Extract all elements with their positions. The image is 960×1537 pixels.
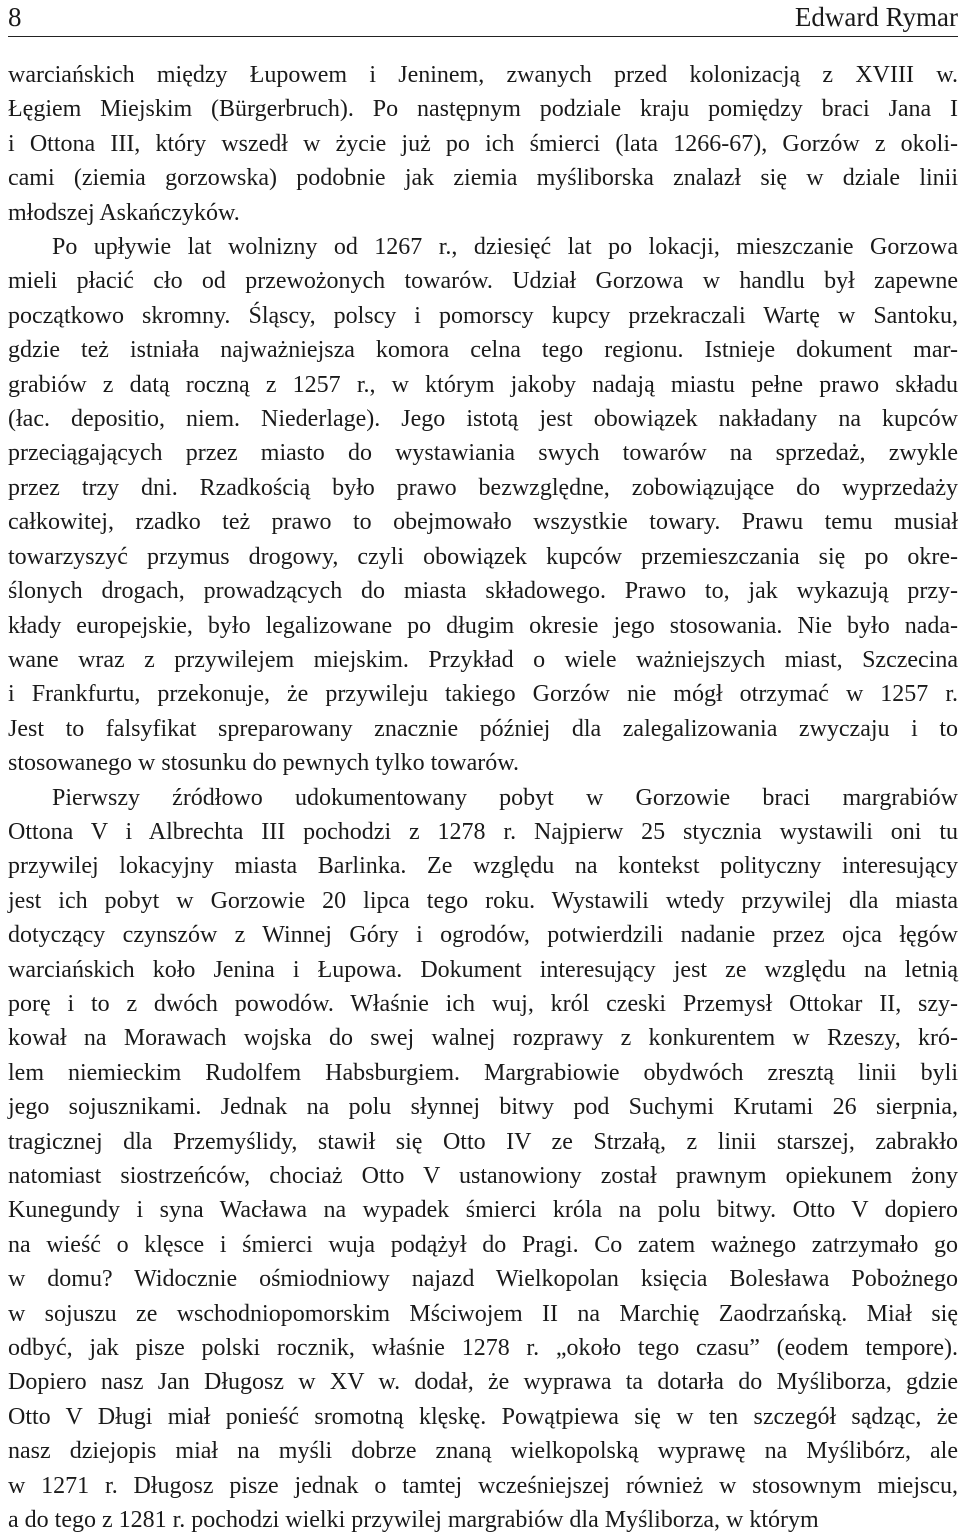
text-line: przez trzy dni. Rzadkością było prawo bezwzględne, zobowiązujące do wyprzedaży <box>8 474 958 501</box>
text-line: w sojuszu ze wschodniopomorskim Mściwojem II na Marchię Zaodrzańską. Miał się <box>8 1300 958 1327</box>
text-line: Otto V Długi miał ponieść sromotną klęskę. Powątpiewa się w ten szczegół sądząc, że <box>8 1403 958 1430</box>
text-line: stosowanego w stosunku do pewnych tylko towarów. <box>8 750 520 777</box>
text-line: cami (ziemia gorzowska) podobnie jak ziemia myśliborska znalazł się w dziale linii <box>8 165 958 192</box>
text-line: warciańskich między Łupowem i Jeninem, zwanych przed kolonizacją z XVIII w. <box>8 62 958 88</box>
text-line: Jest to falsyfikat spreparowany znacznie później dla zalegalizowania zwyczaju i to <box>8 715 958 742</box>
text-line: w domu? Widocznie ośmiodniowy najazd Wielkopolan księcia Bolesława Pobożnego <box>8 1266 958 1293</box>
text-line: towarzyszyć przymus drogowy, czyli obowiązek kupców przemieszczania się po okre- <box>8 543 958 570</box>
text-line: nasz dziejopis miał na myśli dobrze znaną wielkopolską wyprawę na Myślibórz, ale <box>8 1438 958 1465</box>
text-line: grabiów z datą roczną z 1257 r., w którym jakoby nadają miastu pełne prawo składu <box>8 371 958 398</box>
text-line: dotyczący czynszów z Winnej Góry i ogrodów, potwierdzili nadanie przez ojca łęgów <box>8 922 958 949</box>
text-line: gdzie też istniała najważniejsza komora celna tego regionu. Istnieje dokument mar- <box>8 337 958 364</box>
text-line: a do tego z 1281 r. pochodzi wielki przywilej margrabiów dla Myśliborza, w którym <box>8 1507 819 1534</box>
text-line: Łęgiem Miejskim (Bürgerbruch). Po następnym podziale kraju pomiędzy braci Jana I <box>8 96 958 123</box>
text-line: Ottona V i Albrechta III pochodzi z 1278 r. Najpierw 25 stycznia wystawili oni tu <box>8 818 958 845</box>
text-line: natomiast siostrzeńców, chociaż Otto V ustanowiony został prawnym opiekunem żony <box>8 1163 958 1189</box>
text-line: młodszej Askańczyków. <box>8 199 240 226</box>
text-line: przeciągających przez miasto do wystawiania swych towarów na sprzedaż, zwykle <box>8 440 958 467</box>
text-line: na wieść o klęsce i śmierci wuja podążył do Pragi. Co zatem ważnego zatrzymało go <box>8 1231 958 1258</box>
text-line: kłady europejskie, było legalizowane po długim okresie jego stosowania. Nie było nada- <box>8 612 958 639</box>
text-line: kował na Morawach wojska do swej walnej rozprawy z konkurentem w Rzeszy, kró- <box>8 1025 958 1052</box>
text-line: lem niemieckim Rudolfem Habsburgiem. Margrabiowie obydwóch zresztą linii byli <box>8 1059 958 1086</box>
running-head-author: Edward Rymar <box>794 2 958 32</box>
text-line: warciańskich koło Jenina i Łupowa. Dokument interesujący jest ze względu na letnią <box>8 956 958 983</box>
paragraph <box>8 58 958 230</box>
text-line: całkowitej, rzadko też prawo to obejmowało wszystkie towary. Prawu temu musiał <box>8 509 958 536</box>
text-line: Dopiero nasz Jan Długosz w XV w. dodał, że wyprawa ta dotarła do Myśliborza, gdzie <box>8 1369 958 1396</box>
text-line: w 1271 r. Długosz pisze jednak o tamtej wcześniejszej również w stosownym miejscu, <box>8 1472 958 1499</box>
text-line: porę i to z dwóch powodów. Właśnie ich wuj, król czeski Przemysł Ottokar II, szy- <box>8 990 958 1017</box>
text-line: i Ottona III, który wszedł w życie już po ich śmierci (lata 1266-67), Gorzów z okoli- <box>8 130 958 157</box>
page-number: 8 <box>8 2 22 32</box>
text-line: tragicznej dla Przemyślidy, stawił się Otto IV ze Strzałą, z linii starszej, zabrakło <box>8 1128 958 1155</box>
text-line: jego sojusznikami. Jednak na polu słynnej bitwy pod Suchymi Krutami 26 sierpnia, <box>8 1094 958 1121</box>
text-line: mieli płacić cło od przewożonych towarów. Udział Gorzowa w handlu był zapewne <box>8 268 958 295</box>
text-line: ślonych drogach, prowadzących do miasta składowego. Prawo to, jak wykazują przy- <box>8 578 958 605</box>
text-line: i Frankfurtu, przekonuje, że przywileju takiego Gorzów nie mógł otrzymać w 1257 r. <box>8 681 958 708</box>
paragraph <box>8 230 958 781</box>
text-line: odbyć, jak pisze polski rocznik, właśnie 1278 r. „około tego czasu” (eodem tempore). <box>8 1335 958 1362</box>
text-line: przywilej lokacyjny miasta Barlinka. Ze względu na kontekst polityczny interesujący <box>8 853 958 880</box>
text-line: Po upływie lat wolnizny od 1267 r., dziesięć lat po lokacji, mieszczanie Gorzowa <box>52 234 958 261</box>
text-line: Kunegundy i syna Wacława na wypadek śmierci króla na polu bitwy. Otto V dopiero <box>8 1197 958 1224</box>
text-line: (łac. depositio, niem. Niederlage). Jego istotą jest obowiązek nakładany na kupców <box>8 406 958 433</box>
text-line: Pierwszy źródłowo udokumentowany pobyt w Gorzowie braci margrabiów <box>52 784 958 811</box>
body-text <box>8 58 958 1537</box>
text-line: wane wraz z przywilejem miejskim. Przykład o wiele ważniejszych miast, Szczecina <box>8 646 958 673</box>
text-line: początkowo skromny. Śląscy, polscy i pomorscy kupcy przekraczali Wartę w Santoku, <box>8 302 958 329</box>
paragraph <box>8 781 958 1537</box>
text-line: jest ich pobyt w Gorzowie 20 lipca tego roku. Wystawili wtedy przywilej dla miasta <box>8 887 958 914</box>
page-header <box>8 0 958 37</box>
